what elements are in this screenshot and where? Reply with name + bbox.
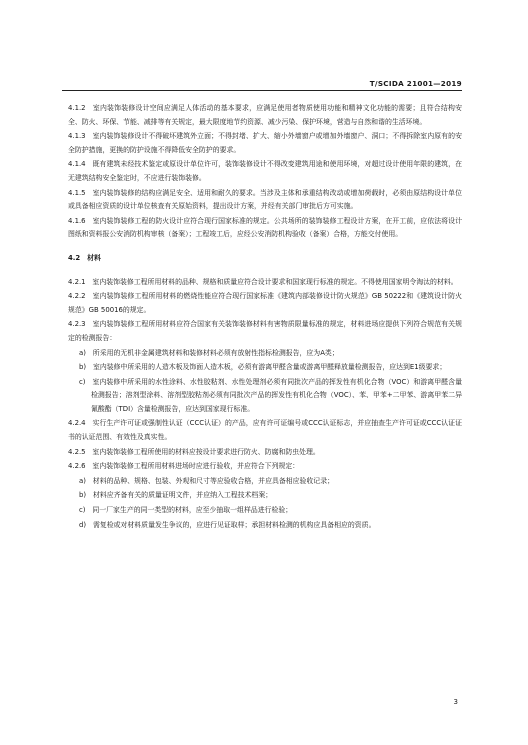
body-text (68, 102, 462, 533)
list-item: c) 同一厂家生产的同一类型的材料，应至少抽取一组样品进行检验； (79, 506, 293, 515)
list-item: a) 材料的品种、规格、包装、外观和尺寸等应验收合格，并应具备相应验收记录； (79, 476, 334, 485)
page-number: 3 (453, 698, 458, 706)
list-item: a) 所采用的无机非金属建筑材料和装修材料必须有放射性指标检测报告，应为A类； (79, 348, 339, 357)
list-item: c) 室内装修中所采用的水性涂料、水性胶粘剂、水性处理剂必须有同批次产品的挥发性有机化合物（VOC）和游离甲醛含量检测报告；溶剂型涂料、溶剂型胶粘剂必须有同批次产品的挥发性有机化合物（VOC）、苯、甲苯+二甲苯、游离甲苯二异氰酸酯（TDI）含量检测报告，应达到国家现行标准。 (79, 377, 462, 413)
list-item: b) 材料应齐备有关的质量证明文件，并应纳入工程技术档案； (79, 491, 273, 500)
clause-4-2-6: 4.2.6 室内装饰装修工程所用材料进场时应进行验收，并应符合下列规定： (68, 462, 300, 471)
section-number: 4.2 (68, 253, 81, 262)
list-item: d) 需复检或对材料质量发生争议的，应进行见证取样；承担材料检测的机构应具备相应的资质。 (79, 520, 376, 529)
clause-4-1-6: 4.1.6 室内装饰装修工程的防火设计应符合现行国家标准的规定。公共场所的装饰装修工程设计方案，在开工前，应依法将设计图纸和资料报公安消防机构审核（备案）；工程竣工后，应经公安消防机构验收（备案）合格，方能交付使用。 (68, 216, 462, 239)
clause-4-2-3: 4.2.3 室内装饰装修工程所用材料应符合国家有关装饰装修材料有害物质限量标准的规定，材料进场应提供下列符合规范有关规定的检测报告： (68, 320, 462, 342)
clause-4-1-3: 4.1.3 室内装饰装修设计不得破坏建筑外立面；不得封堵、扩大、缩小外墙窗户或增加外墙窗户、洞口；不得拆除室内原有的安全防护措施，更换的防护设施不得降低安全防护的要求。 (68, 132, 462, 154)
clause-4-1-5: 4.1.5 室内装饰装修的结构应满足安全、适用和耐久的要求。当涉及主体和承重结构改动或增加荷载时，必须由原结构设计单位或具备相应资质的设计单位核查有关原始资料，提出设计方案，并经有关部门审批后方可实施。 (68, 188, 462, 211)
clause-4-2-1: 4.2.1 室内装饰装修工程所用材料的品种、规格和质量应符合设计要求和国家现行标准的规定。不得使用国家明令淘汰的材料。 (68, 277, 458, 286)
section-heading (68, 252, 462, 266)
clause-4-1-2: 4.1.2 室内装饰装修设计空间应满足人体活动的基本要求，应满足使用者物质使用功能和精神文化功能的需要；且符合结构安全、防火、环保、节能、减排等有关规定，最大限度地节约资源、减少污染、保护环境，营造与自然和谐的生活环境。 (68, 104, 462, 126)
clause-4-2-5: 4.2.5 室内装饰装修工程所使用的材料应按设计要求进行防火、防腐和防虫处理。 (68, 447, 320, 456)
header-rule (62, 90, 462, 91)
list-item: b) 室内装修中所采用的人造木板及饰面人造木板，必须有游离甲醛含量或游离甲醛释放量检测报告，应达到E1级要求； (79, 363, 447, 372)
document-id: T/SCIDA 21001—2019 (369, 79, 462, 88)
clause-4-1-4: 4.1.4 既有建筑未经技术鉴定或原设计单位许可，装饰装修设计不得改变建筑用途和使用环境，对超过设计使用年限的建筑，在无建筑结构安全鉴定时，不应进行装饰装修。 (68, 160, 462, 182)
clause-4-2-2: 4.2.2 室内装饰装修工程所用材料的燃烧性能应符合现行国家标准《建筑内部装修设计防火规范》GB 50222和《建筑设计防火规范》GB 50016的规定。 (68, 292, 462, 314)
section-title: 材料 (87, 253, 101, 262)
clause-4-2-4: 4.2.4 实行生产许可证或强制性认证（CCC认证）的产品，应有许可证编号或CCC认证标志，并应抽查生产许可证或CCC认证证书的认证范围、有效性及真实性。 (68, 419, 462, 442)
